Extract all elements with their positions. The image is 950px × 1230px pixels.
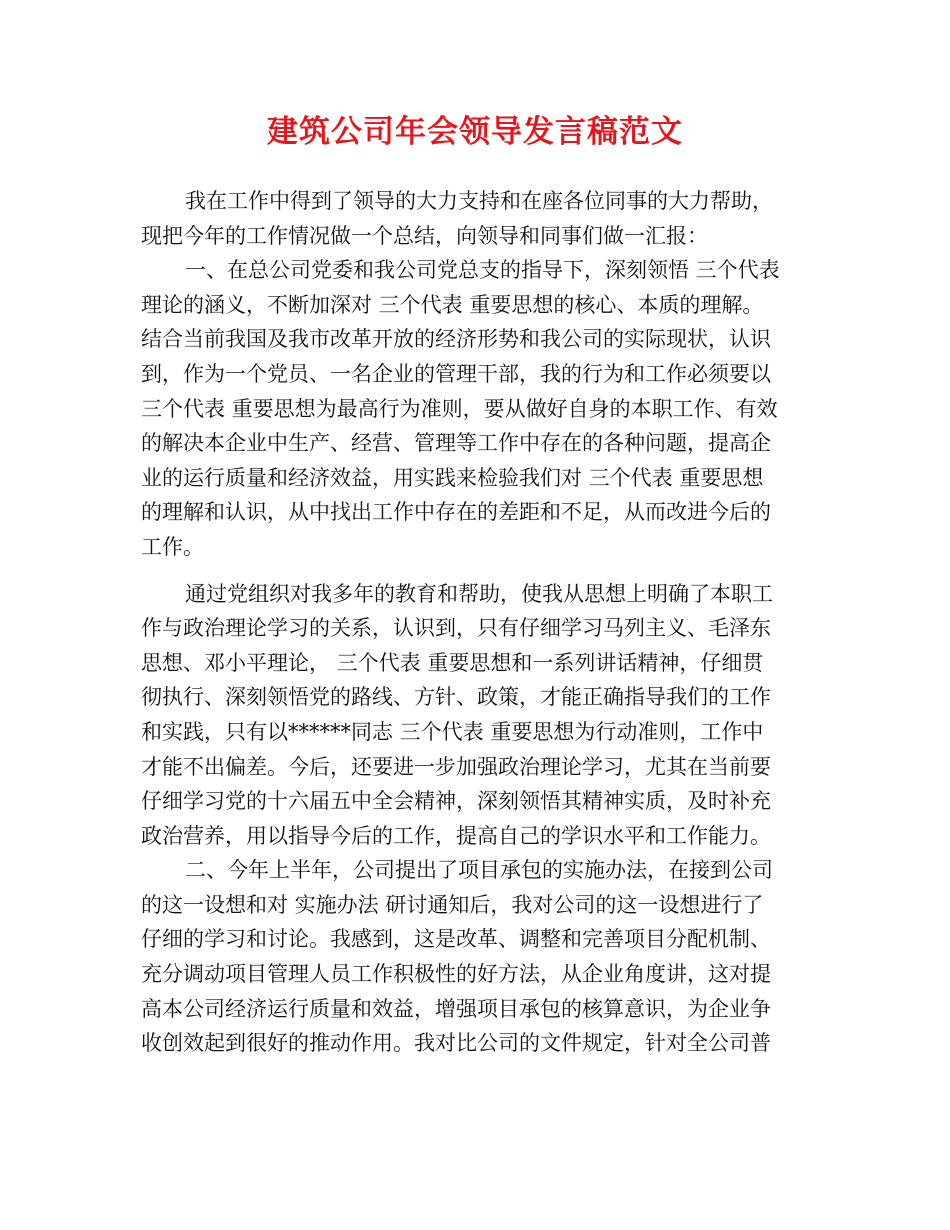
body-line: 工作。: [141, 534, 204, 559]
body-line: 的理解和认识，从中找出工作中存在的差距和不足，从而改进今后的: [141, 500, 771, 525]
body-line: 思想、邓小平理论， 三个代表 重要思想和一系列讲话精神，仔细贯: [141, 650, 764, 675]
body-line: 仔细学习党的十六届五中全会精神，深刻领悟其精神实质，及时补充: [141, 789, 771, 814]
body-line: 收创效起到很好的推动作用。我对比公司的文件规定，针对全公司普: [141, 1031, 771, 1056]
body-line: 的解决本企业中生产、经营、管理等工作中存在的各种问题，提高企: [141, 431, 771, 456]
body-line: 理论的涵义，不断加深对 三个代表 重要思想的核心、本质的理解。: [141, 292, 764, 317]
body-line: 三个代表 重要思想为最高行为准则，要从做好自身的本职工作、有效: [141, 396, 778, 421]
body-line: 的这一设想和对 实施办法 研讨通知后，我对公司的这一设想进行了: [141, 892, 764, 917]
body-line: 和实践，只有以******同志 三个代表 重要思想为行动准则，工作中: [141, 719, 764, 744]
body-line: 到，作为一个党员、一名企业的管理干部，我的行为和工作必须要以: [141, 361, 771, 386]
body-line: 一、在总公司党委和我公司党总支的指导下，深刻领悟 三个代表: [185, 258, 780, 283]
body-line: 通过党组织对我多年的教育和帮助，使我从思想上明确了本职工: [185, 581, 773, 606]
body-line: 业的运行质量和经济效益，用实践来检验我们对 三个代表 重要思想: [141, 465, 764, 490]
body-line: 二、今年上半年，公司提出了项目承包的实施办法，在接到公司: [185, 858, 773, 883]
body-line: 现把今年的工作情况做一个总结，向领导和同事们做一汇报：: [141, 223, 708, 248]
body-line: 彻执行、深刻领悟党的路线、方针、政策，才能正确指导我们的工作: [141, 685, 771, 710]
body-line: 结合当前我国及我市改革开放的经济形势和我公司的实际现状，认识: [141, 327, 771, 352]
document-title: 建筑公司年会领导发言稿范文: [267, 114, 683, 150]
body-line: 高本公司经济运行质量和效益，增强项目承包的核算意识，为企业争: [141, 996, 771, 1021]
body-line: 作与政治理论学习的关系，认识到，只有仔细学习马列主义、毛泽东: [141, 616, 771, 641]
body-line: 仔细的学习和讨论。我感到，这是改革、调整和完善项目分配机制、: [141, 927, 771, 952]
body-line: 充分调动项目管理人员工作积极性的好方法，从企业角度讲，这对提: [141, 962, 771, 987]
body-line: 我在工作中得到了领导的大力支持和在座各位同事的大力帮助，: [185, 189, 773, 213]
body-line: 政治营养，用以指导今后的工作，提高自己的学识水平和工作能力。: [141, 823, 771, 848]
document-body: [141, 184, 809, 1061]
body-line: 才能不出偏差。今后，还要进一步加强政治理论学习，尤其在当前要: [141, 754, 771, 779]
paragraph-gap: [141, 565, 809, 577]
